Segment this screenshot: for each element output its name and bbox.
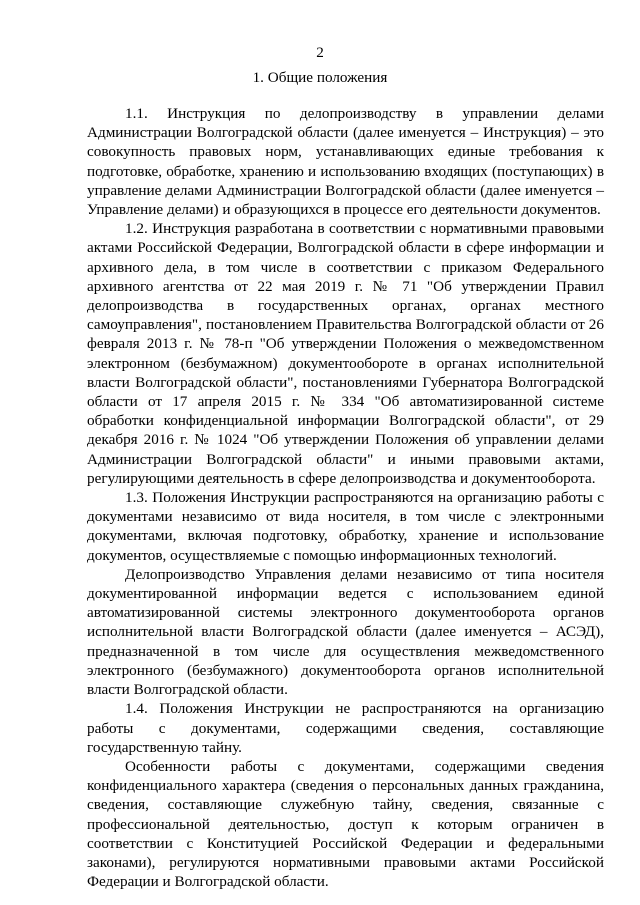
section-title: 1. Общие положения [252, 69, 388, 86]
paragraph-1-1: 1.1. Инструкция по делопроизводству в управлении делами Администрации Волгоградской области (далее именуется – Инструкция) – это совокупность правовых норм, устанавливающих единые требования к подготовке, обработке, хранению и использованию входящих (поступающих) в управление делами Администрации Волгоградской области (далее именуется – Управление делами) и образующихся в процессе его деятельности документов. [87, 105, 604, 219]
paragraph-1-4: 1.4. Положения Инструкции не распространяются на организацию работы с документами, содержащими сведения, составляющие государственную тайну. [87, 700, 604, 756]
page-number: 2 [316, 44, 324, 61]
paragraph-1-2: 1.2. Инструкция разработана в соответствии с нормативными правовыми актами Российской Федерации, Волгоградской области в сфере информации и архивного дела, в том числе в соответствии с приказом Федерального архивного агентства от 22 мая 2019 г. № 71 "Об утверждении Правил делопроизводства в государственных органах, органах местного самоуправления", постановлением Правительства Волгоградской области от 26 февраля 2013 г. № 78-п "Об утверждении Положения о межведомственном электронном (безбумажном) документообороте в органах исполнительной власти Волгоградской области", постановлениями Губернатора Волгоградской области от 17 апреля 2015 г. № 334 "Об автоматизированной системе обработки конфиденциальной информации Волгоградской области", от 29 декабря 2016 г. № 1024 "Об утверждении Положения об управлении делами Администрации Волгоградской области" и иными правовыми актами, регулирующими деятельность в сфере делопроизводства и документооборота. [87, 220, 604, 487]
paragraph-1-3: 1.3. Положения Инструкции распространяются на организацию работы с документами независимо от вида носителя, в том числе с электронными документами, включая подготовку, обработку, хранение и использование документов, осуществляемые с помощью информационных технологий. [87, 489, 604, 564]
paragraph-ased: Делопроизводство Управления делами независимо от типа носителя документированной информации ведется с использованием единой автоматизированной системы электронного документооборота органов исполнительной власти Волгоградской области (далее именуется – АСЭД), предназначенной в том числе для осуществления межведомственного электронного (безбумажного) документооборота органов исполнительной власти Волгоградской области. [87, 565, 604, 699]
paragraph-confidential: Особенности работы с документами, содержащими сведения конфиденциального характера (сведения о персональных данных гражданина, сведения, составляющие служебную тайну, сведения, связанные с профессиональной деятельностью, доступ к которым ограничен в соответствии с Конституцией Российской Федерации и федеральными законами), регулируются нормативными правовыми актами Российской Федерации и Волгоградской области. [87, 757, 604, 891]
body-text [87, 104, 604, 891]
